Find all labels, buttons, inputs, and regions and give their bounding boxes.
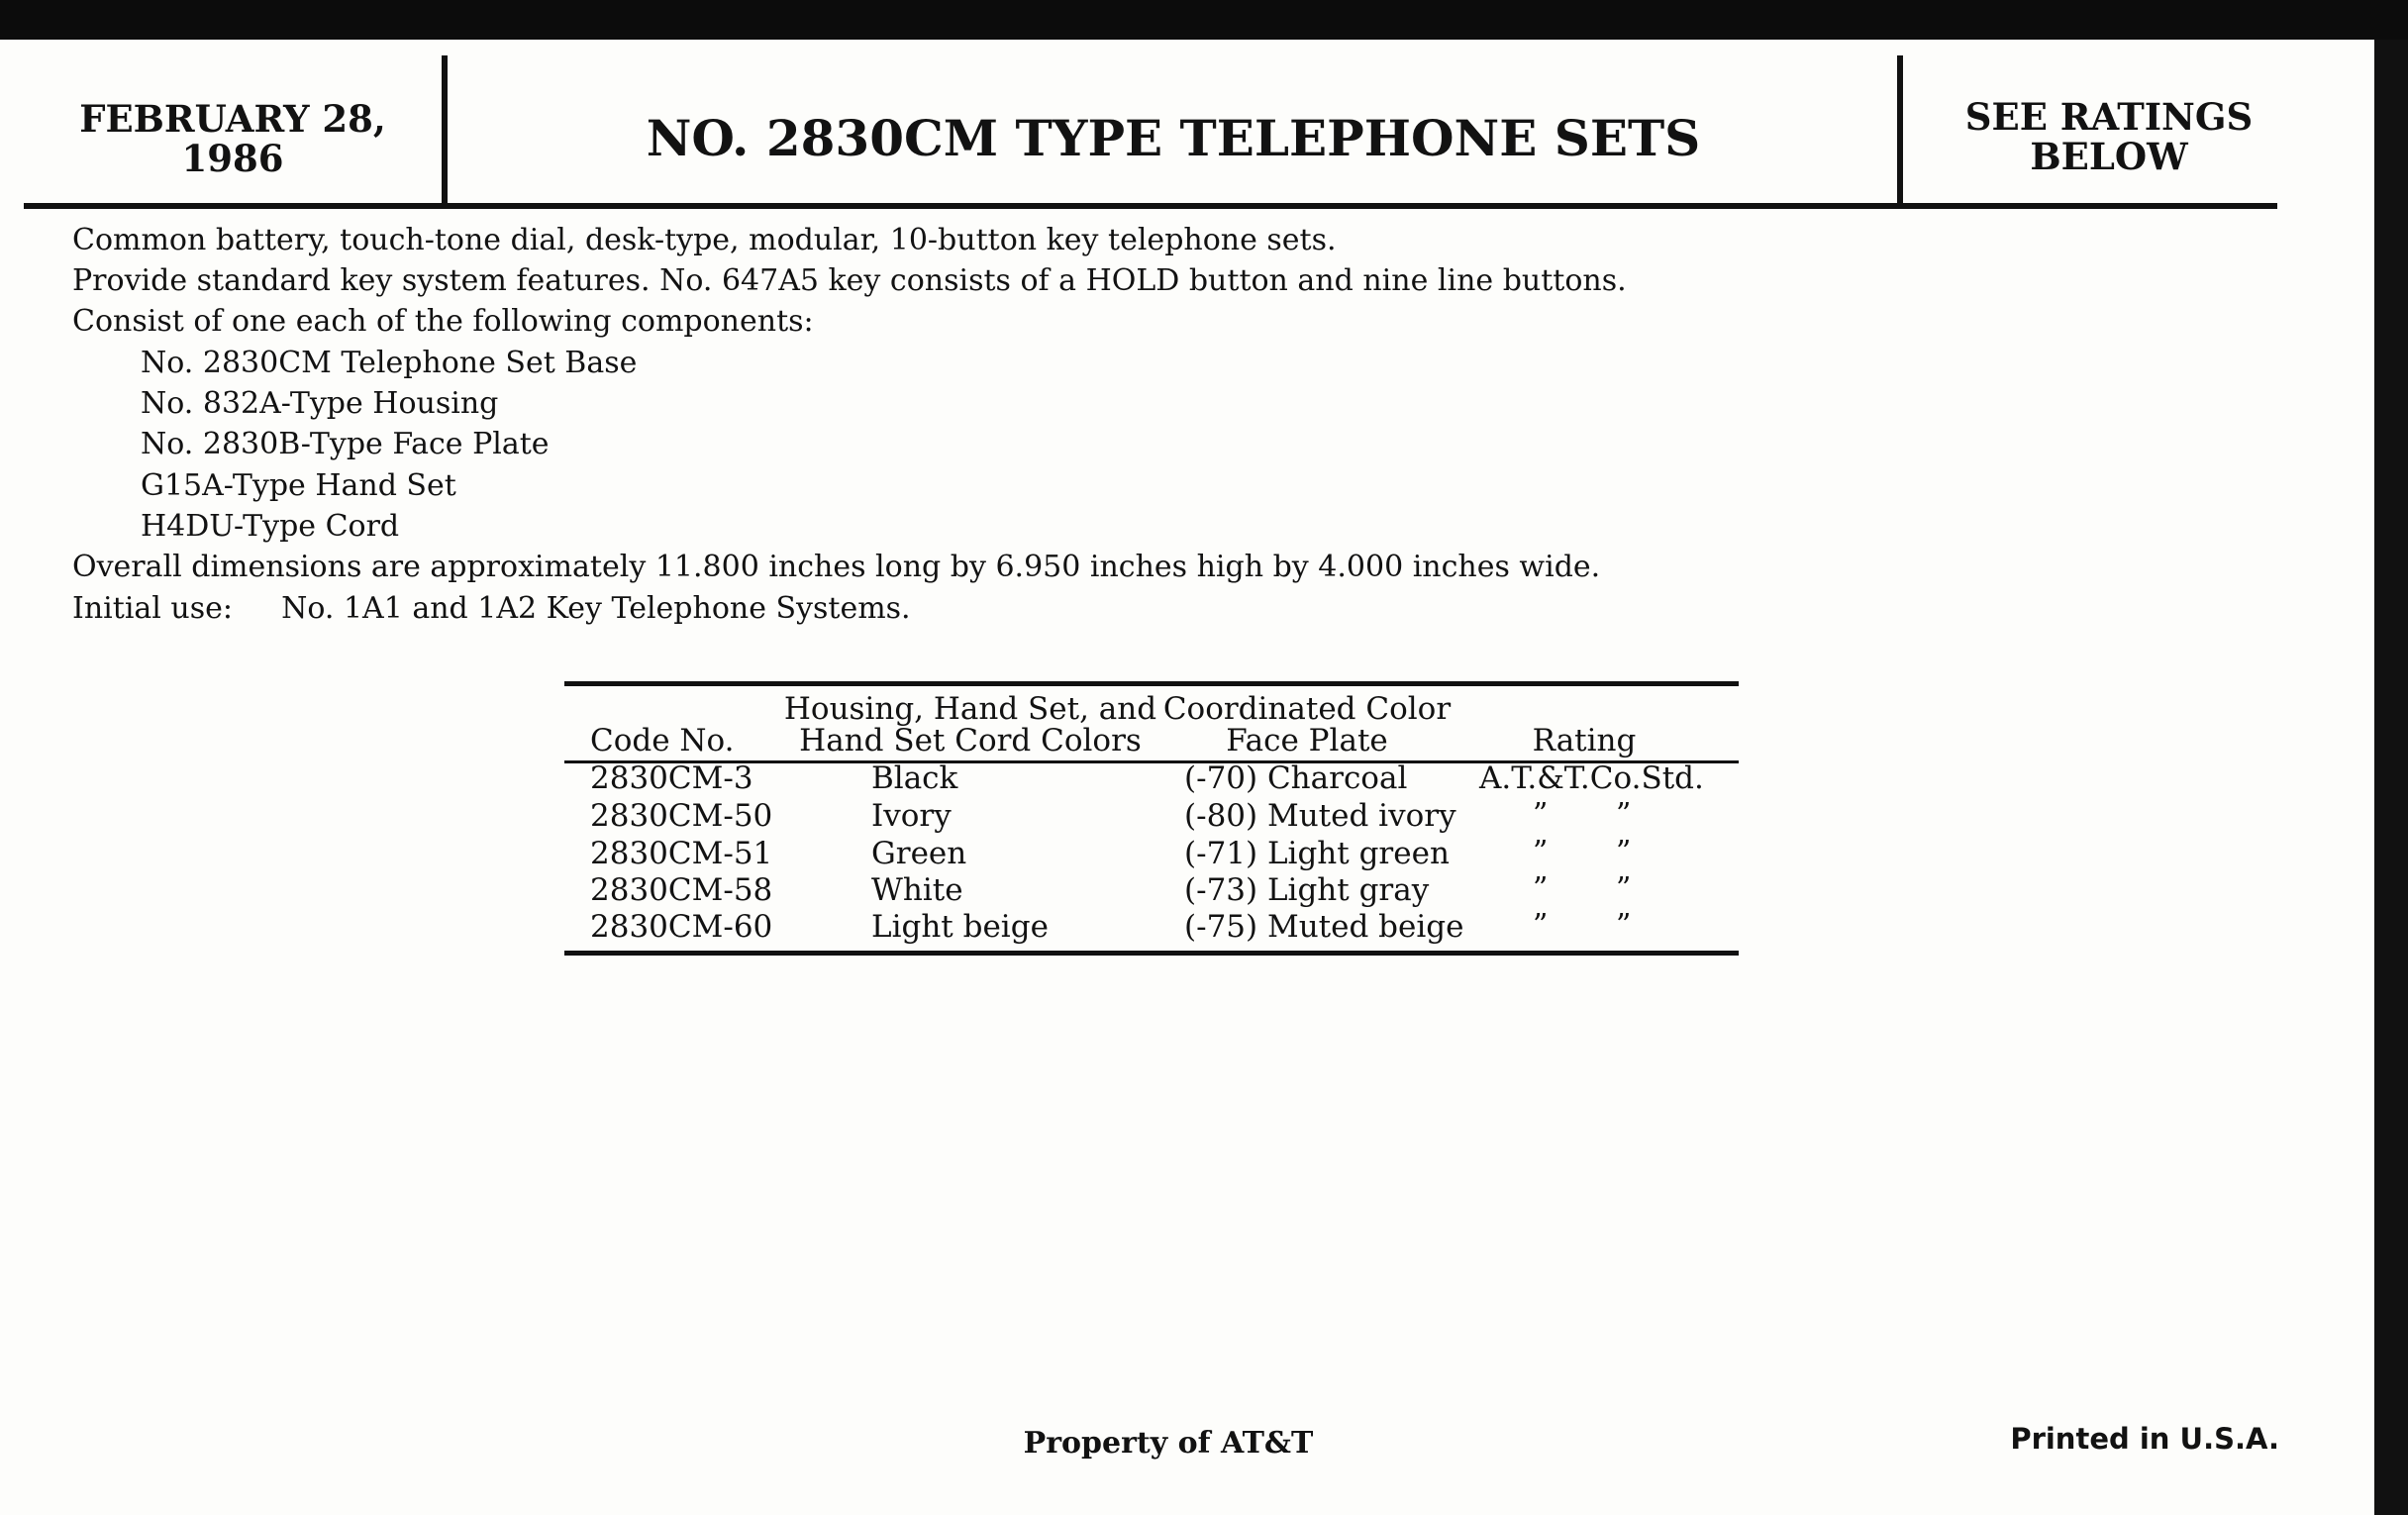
cell-color: White — [871, 872, 963, 908]
document-page — [0, 40, 2374, 1515]
cell-code: 2830CM-3 — [590, 760, 753, 796]
header-face-line1: Coordinated Color — [1162, 691, 1452, 727]
cell-color: Black — [871, 760, 958, 796]
table-bottom-rule — [564, 951, 1739, 956]
ditto-mark: ” — [1616, 871, 1632, 906]
description-line-2: Provide standard key system features. No. 647A5 key consists of a HOLD button and nine line buttons. — [72, 263, 1627, 298]
cell-face-plate: (-70) Charcoal — [1184, 760, 1408, 796]
header-rating-note — [1906, 97, 2312, 176]
cell-color: Green — [871, 836, 967, 871]
ditto-mark: ” — [1616, 797, 1632, 832]
header-code: Code No. — [590, 723, 735, 758]
scan-edge — [2374, 40, 2408, 1515]
header-divider-right — [1897, 55, 1903, 204]
footer-property: Property of AT&T — [1023, 1426, 1314, 1461]
ditto-mark: ” — [1533, 835, 1549, 869]
header-rule — [24, 203, 2277, 209]
header-rating-line2: BELOW — [2030, 135, 2188, 178]
cell-code: 2830CM-58 — [590, 872, 773, 908]
ditto-mark: ” — [1616, 908, 1632, 943]
initial-use-value: No. 1A1 and 1A2 Key Telephone Systems. — [281, 591, 911, 626]
header-face-line2: Face Plate — [1226, 723, 1388, 758]
cell-face-plate: (-75) Muted beige — [1184, 909, 1464, 945]
page-title: NO. 2830CM TYPE TELEPHONE SETS — [646, 109, 1701, 167]
ditto-mark: ” — [1533, 871, 1549, 906]
component-item: No. 832A-Type Housing — [141, 386, 499, 421]
header-rating: Rating — [1532, 723, 1637, 758]
component-item: No. 2830CM Telephone Set Base — [141, 346, 638, 380]
cell-face-plate: (-71) Light green — [1184, 836, 1450, 871]
cell-color: Light beige — [871, 909, 1049, 945]
description-line-1: Common battery, touch-tone dial, desk-type, modular, 10-button key telephone sets. — [72, 223, 1337, 257]
header-date-line2: 1986 — [181, 137, 284, 180]
initial-use-line — [72, 592, 911, 626]
ditto-mark: ” — [1533, 908, 1549, 943]
component-item: H4DU-Type Cord — [141, 509, 400, 544]
cell-code: 2830CM-50 — [590, 798, 773, 834]
description-line-3: Consist of one each of the following components: — [72, 304, 814, 339]
cell-rating: A.T.&T.Co.Std. — [1479, 760, 1704, 796]
cell-color: Ivory — [871, 798, 952, 834]
component-item: G15A-Type Hand Set — [141, 468, 456, 503]
ditto-mark: ” — [1533, 797, 1549, 832]
component-item: No. 2830B-Type Face Plate — [141, 427, 550, 461]
header-colors-line1: Housing, Hand Set, and — [783, 691, 1157, 727]
cell-face-plate: (-73) Light gray — [1184, 872, 1430, 908]
dimensions-line: Overall dimensions are approximately 11.800 inches long by 6.950 inches high by 4.000 inches wide. — [72, 550, 1601, 584]
cell-code: 2830CM-60 — [590, 909, 773, 945]
cell-code: 2830CM-51 — [590, 836, 773, 871]
table-top-rule — [564, 681, 1739, 686]
initial-use-label: Initial use: — [72, 591, 234, 626]
header-date — [40, 99, 426, 178]
header-colors-line2: Hand Set Cord Colors — [799, 723, 1142, 758]
header-rating-line1: SEE RATINGS — [1964, 95, 2254, 139]
header-date-line1: FEBRUARY 28, — [79, 97, 386, 141]
ditto-mark: ” — [1616, 835, 1632, 869]
footer-printed: Printed in U.S.A. — [2010, 1422, 2279, 1456]
cell-face-plate: (-80) Muted ivory — [1184, 798, 1456, 834]
